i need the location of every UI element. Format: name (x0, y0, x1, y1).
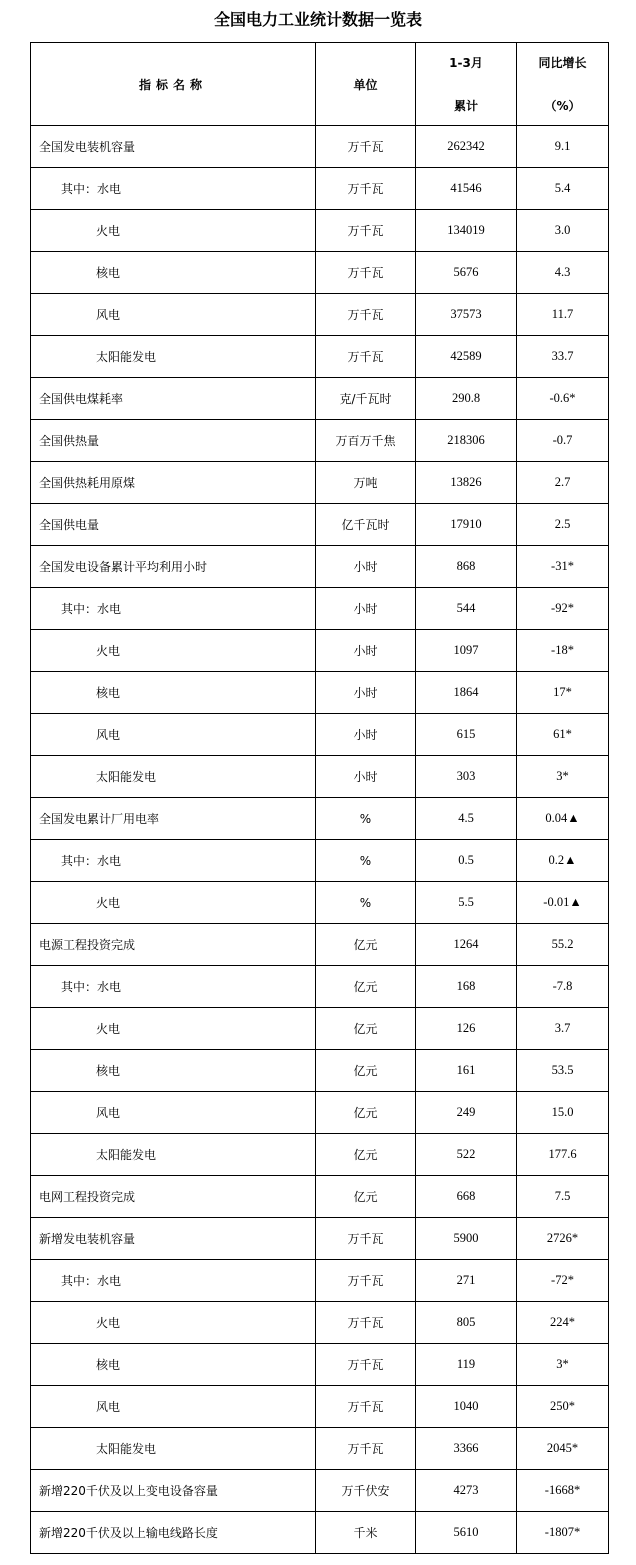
row-value-cell: 168 (416, 966, 517, 1008)
table-row (31, 126, 609, 168)
row-unit-cell: 万千瓦 (316, 1344, 416, 1386)
row-value-cell: 303 (416, 756, 517, 798)
row-name-cell: 其中：水电 (31, 1260, 316, 1302)
row-name-cell: 其中：水电 (31, 966, 316, 1008)
row-name-cell: 风电 (31, 294, 316, 336)
table-row (31, 378, 609, 420)
row-value-cell: 5900 (416, 1218, 517, 1260)
row-unit-cell: % (316, 882, 416, 924)
row-name-cell: 电源工程投资完成 (31, 924, 316, 966)
row-unit-cell: 小时 (316, 714, 416, 756)
header-period (416, 43, 517, 126)
row-unit-cell: 万百万千焦 (316, 420, 416, 462)
row-unit-cell: 万千瓦 (316, 1428, 416, 1470)
row-value-cell: 5.5 (416, 882, 517, 924)
row-value-cell: 4273 (416, 1470, 517, 1512)
row-name-cell: 核电 (31, 1050, 316, 1092)
row-growth-cell: 0.2▲ (517, 840, 609, 882)
table-row (31, 420, 609, 462)
row-growth-cell: 53.5 (517, 1050, 609, 1092)
row-value-cell: 1264 (416, 924, 517, 966)
row-growth-cell: 3.0 (517, 210, 609, 252)
row-value-cell: 615 (416, 714, 517, 756)
table-row (31, 210, 609, 252)
row-name-cell: 全国发电累计厂用电率 (31, 798, 316, 840)
row-growth-cell: 2726* (517, 1218, 609, 1260)
row-name-cell: 新增发电装机容量 (31, 1218, 316, 1260)
row-name-cell: 新增220千伏及以上输电线路长度 (31, 1512, 316, 1554)
table-row (31, 1176, 609, 1218)
table-row (31, 1260, 609, 1302)
row-name-cell: 电网工程投资完成 (31, 1176, 316, 1218)
table-header (31, 43, 609, 126)
row-growth-cell: 0.04▲ (517, 798, 609, 840)
table-row (31, 546, 609, 588)
row-growth-cell: -0.01▲ (517, 882, 609, 924)
table-row (31, 840, 609, 882)
row-unit-cell: 万千瓦 (316, 1218, 416, 1260)
row-name-cell: 火电 (31, 630, 316, 672)
row-growth-cell: 55.2 (517, 924, 609, 966)
header-growth-line1: 同比增长 (538, 56, 587, 70)
row-growth-cell: 15.0 (517, 1092, 609, 1134)
table-row (31, 336, 609, 378)
row-unit-cell: 小时 (316, 756, 416, 798)
row-name-cell: 全国供电煤耗率 (31, 378, 316, 420)
row-name-cell: 火电 (31, 1302, 316, 1344)
table-row (31, 1218, 609, 1260)
table-row (31, 756, 609, 798)
row-value-cell: 119 (416, 1344, 517, 1386)
row-growth-cell: 3* (517, 1344, 609, 1386)
row-unit-cell: 亿千瓦时 (316, 504, 416, 546)
row-name-cell: 全国供热耗用原煤 (31, 462, 316, 504)
row-unit-cell: 小时 (316, 630, 416, 672)
row-name-cell: 全国发电设备累计平均利用小时 (31, 546, 316, 588)
row-name-cell: 全国供热量 (31, 420, 316, 462)
row-growth-cell: -31* (517, 546, 609, 588)
row-name-cell: 其中：水电 (31, 840, 316, 882)
header-unit: 单位 (316, 43, 416, 126)
row-unit-cell: % (316, 840, 416, 882)
row-value-cell: 805 (416, 1302, 517, 1344)
table-row (31, 294, 609, 336)
row-name-cell: 风电 (31, 1386, 316, 1428)
row-value-cell: 271 (416, 1260, 517, 1302)
row-value-cell: 1864 (416, 672, 517, 714)
row-unit-cell: 万千瓦 (316, 294, 416, 336)
row-growth-cell: 9.1 (517, 126, 609, 168)
table-row (31, 1134, 609, 1176)
row-growth-cell: 250* (517, 1386, 609, 1428)
row-name-cell: 火电 (31, 210, 316, 252)
table-row (31, 1050, 609, 1092)
row-growth-cell: -72* (517, 1260, 609, 1302)
row-unit-cell: 小时 (316, 672, 416, 714)
row-value-cell: 544 (416, 588, 517, 630)
row-value-cell: 290.8 (416, 378, 517, 420)
row-value-cell: 262342 (416, 126, 517, 168)
row-value-cell: 4.5 (416, 798, 517, 840)
row-value-cell: 13826 (416, 462, 517, 504)
row-growth-cell: 4.3 (517, 252, 609, 294)
row-name-cell: 太阳能发电 (31, 336, 316, 378)
table-row (31, 882, 609, 924)
row-name-cell: 风电 (31, 714, 316, 756)
row-unit-cell: 亿元 (316, 1008, 416, 1050)
row-name-cell: 其中：水电 (31, 588, 316, 630)
row-growth-cell: 2045* (517, 1428, 609, 1470)
row-unit-cell: 千米 (316, 1512, 416, 1554)
row-unit-cell: 亿元 (316, 1050, 416, 1092)
row-unit-cell: 小时 (316, 588, 416, 630)
row-name-cell: 核电 (31, 672, 316, 714)
table-row (31, 1470, 609, 1512)
row-name-cell: 太阳能发电 (31, 756, 316, 798)
row-name-cell: 太阳能发电 (31, 1428, 316, 1470)
row-unit-cell: 万吨 (316, 462, 416, 504)
row-growth-cell: 3.7 (517, 1008, 609, 1050)
row-value-cell: 42589 (416, 336, 517, 378)
row-name-cell: 其中：水电 (31, 168, 316, 210)
row-growth-cell: -7.8 (517, 966, 609, 1008)
table-row (31, 168, 609, 210)
row-value-cell: 1097 (416, 630, 517, 672)
header-name (31, 43, 316, 126)
row-unit-cell: 万千瓦 (316, 126, 416, 168)
row-unit-cell: 亿元 (316, 1134, 416, 1176)
row-unit-cell: 亿元 (316, 924, 416, 966)
row-value-cell: 134019 (416, 210, 517, 252)
row-value-cell: 126 (416, 1008, 517, 1050)
row-value-cell: 3366 (416, 1428, 517, 1470)
table-row (31, 966, 609, 1008)
row-unit-cell: 万千瓦 (316, 252, 416, 294)
row-value-cell: 249 (416, 1092, 517, 1134)
row-value-cell: 1040 (416, 1386, 517, 1428)
row-value-cell: 5676 (416, 252, 517, 294)
row-value-cell: 0.5 (416, 840, 517, 882)
row-value-cell: 668 (416, 1176, 517, 1218)
table-row (31, 798, 609, 840)
row-name-cell: 全国供电量 (31, 504, 316, 546)
row-value-cell: 161 (416, 1050, 517, 1092)
row-unit-cell: 亿元 (316, 1176, 416, 1218)
row-unit-cell: 万千瓦 (316, 1260, 416, 1302)
row-value-cell: 37573 (416, 294, 517, 336)
row-value-cell: 218306 (416, 420, 517, 462)
row-growth-cell: -0.6* (517, 378, 609, 420)
row-growth-cell: 11.7 (517, 294, 609, 336)
header-period-line1: 1-3月 (449, 56, 483, 70)
row-name-cell: 新增220千伏及以上变电设备容量 (31, 1470, 316, 1512)
row-unit-cell: 亿元 (316, 1092, 416, 1134)
table-row (31, 588, 609, 630)
table-row (31, 462, 609, 504)
table-body (31, 126, 609, 1554)
row-growth-cell: 2.5 (517, 504, 609, 546)
row-value-cell: 41546 (416, 168, 517, 210)
row-unit-cell: 小时 (316, 546, 416, 588)
row-value-cell: 868 (416, 546, 517, 588)
header-growth (517, 43, 609, 126)
row-growth-cell: -0.7 (517, 420, 609, 462)
row-growth-cell: 17* (517, 672, 609, 714)
row-name-cell: 火电 (31, 1008, 316, 1050)
row-value-cell: 17910 (416, 504, 517, 546)
row-growth-cell: 5.4 (517, 168, 609, 210)
header-name-label: 指标名称 (138, 77, 207, 92)
table-row (31, 1428, 609, 1470)
row-unit-cell: 万千瓦 (316, 1386, 416, 1428)
table-row (31, 1092, 609, 1134)
row-value-cell: 5610 (416, 1512, 517, 1554)
table-row (31, 504, 609, 546)
page-title: 全国电力工业统计数据一览表 (213, 10, 422, 29)
row-name-cell: 核电 (31, 1344, 316, 1386)
table-row (31, 1344, 609, 1386)
row-unit-cell: 万千瓦 (316, 1302, 416, 1344)
table-row (31, 1512, 609, 1554)
row-unit-cell: 克/千瓦时 (316, 378, 416, 420)
table-row (31, 672, 609, 714)
row-growth-cell: 224* (517, 1302, 609, 1344)
row-growth-cell: -92* (517, 588, 609, 630)
row-name-cell: 太阳能发电 (31, 1134, 316, 1176)
header-period-line2: 累计 (453, 99, 478, 113)
statistics-table (30, 42, 609, 1554)
row-name-cell: 全国发电装机容量 (31, 126, 316, 168)
row-growth-cell: -1668* (517, 1470, 609, 1512)
row-unit-cell: 万千瓦 (316, 210, 416, 252)
row-unit-cell: 万千瓦 (316, 336, 416, 378)
table-row (31, 630, 609, 672)
table-row (31, 1386, 609, 1428)
row-name-cell: 火电 (31, 882, 316, 924)
row-growth-cell: -1807* (517, 1512, 609, 1554)
table-row (31, 1008, 609, 1050)
row-growth-cell: 7.5 (517, 1176, 609, 1218)
header-growth-line2: （%） (544, 99, 581, 113)
row-unit-cell: 万千瓦 (316, 168, 416, 210)
row-value-cell: 522 (416, 1134, 517, 1176)
table-row (31, 924, 609, 966)
row-growth-cell: 2.7 (517, 462, 609, 504)
table-row (31, 714, 609, 756)
row-unit-cell: 亿元 (316, 966, 416, 1008)
row-name-cell: 核电 (31, 252, 316, 294)
row-growth-cell: 33.7 (517, 336, 609, 378)
row-growth-cell: -18* (517, 630, 609, 672)
row-name-cell: 风电 (31, 1092, 316, 1134)
row-growth-cell: 61* (517, 714, 609, 756)
row-growth-cell: 3* (517, 756, 609, 798)
table-row (31, 1302, 609, 1344)
row-unit-cell: % (316, 798, 416, 840)
row-unit-cell: 万千伏安 (316, 1470, 416, 1512)
table-row (31, 252, 609, 294)
row-growth-cell: 177.6 (517, 1134, 609, 1176)
